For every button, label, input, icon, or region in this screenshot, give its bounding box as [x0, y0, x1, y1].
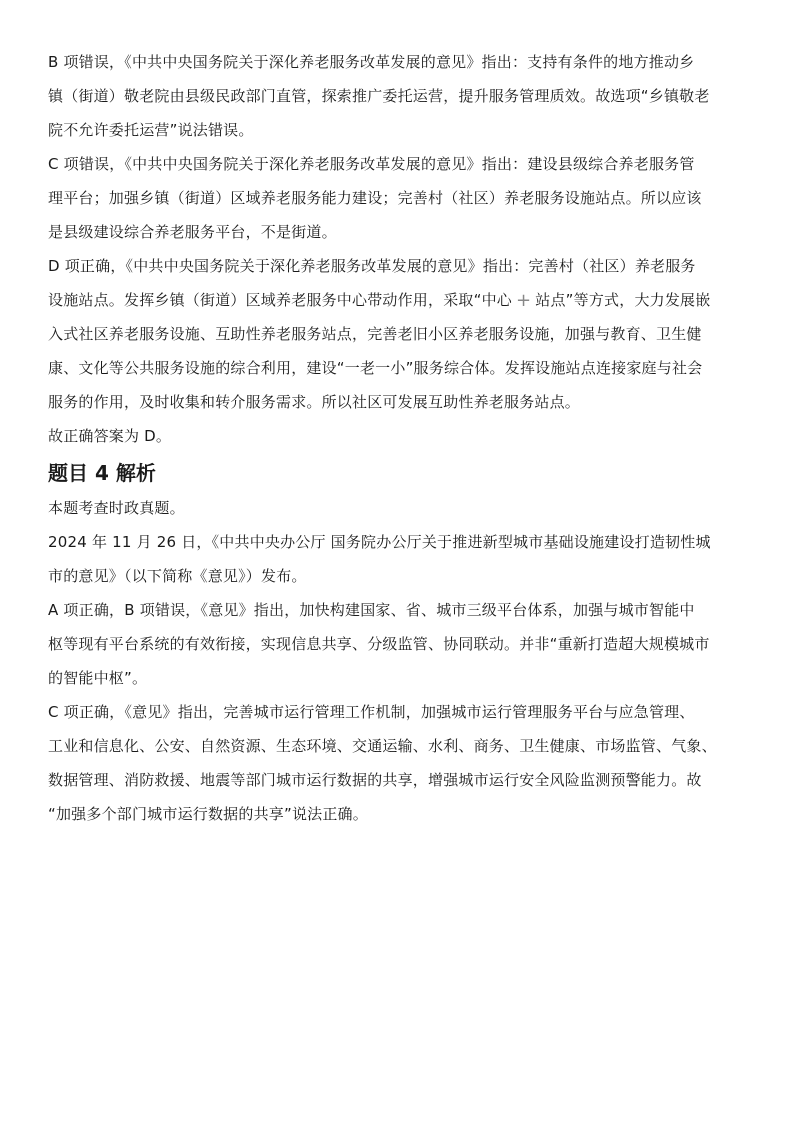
option-c4-line-4: “加强多个部门城市运行数据的共享”说法正确。 [48, 805, 368, 823]
option-c4-line-3: 数据管理、消防救援、地震等部门城市运行数据的共享，增强城市运行安全风险监测预警能力。故 [48, 771, 702, 789]
option-d-line-2-part-a: 设施站点。发挥乡镇（街道）区域养老服务中心带动作用，采取“中心 [48, 291, 512, 309]
option-d-line-5: 服务的作用，及时收集和转介服务需求。所以社区可发展互助性养老服务站点。 [48, 393, 581, 411]
intro-line: 本题考查时政真题。 [48, 499, 185, 517]
option-b-line-2: 镇（街道）敬老院由县级民政部门直管，探索推广委托运营，提升服务管理质效。故选项“乡镇敬老 [48, 87, 710, 105]
option-c-line-2: 理平台；加强乡镇（街道）区域养老服务能力建设；完善村（社区）养老服务设施站点。所以应该 [48, 189, 702, 207]
option-d-line-3: 入式社区养老服务设施、互助性养老服务站点，完善老旧小区养老服务设施，加强与教育、卫生健 [48, 325, 702, 343]
option-c4-line-1: C 项正确，《意见》指出，完善城市运行管理工作机制，加强城市运行管理服务平台与应急管理、 [48, 703, 695, 721]
option-d-line-2 [48, 290, 760, 310]
option-c4-line-2: 工业和信息化、公安、自然资源、生态环境、交通运输、水利、商务、卫生健康、市场监管、气象、 [48, 737, 717, 755]
section-heading: 题目 4 解析 [48, 461, 156, 485]
option-c-line-3: 是县级建设综合养老服务平台，不是街道。 [48, 223, 337, 241]
option-b-line-1: B 项错误，《中共中央国务院关于深化养老服务改革发展的意见》指出：支持有条件的地方推动乡 [48, 53, 695, 71]
option-b-line-3: 院不允许委托运营”说法错误。 [48, 121, 254, 139]
option-ab-line-2: 枢等现有平台系统的有效衔接，实现信息共享、分级监管、协同联动。并非“重新打造超大规模城市 [48, 635, 710, 653]
option-ab-line-1: A 项正确，B 项错误，《意见》指出，加快构建国家、省、城市三级平台体系，加强与城市智能中 [48, 601, 695, 619]
option-d-line-1: D 项正确，《中共中央国务院关于深化养老服务改革发展的意见》指出：完善村（社区）养老服务 [48, 257, 696, 275]
answer-line: 故正确答案为 D。 [48, 427, 172, 445]
option-c-line-1: C 项错误，《中共中央国务院关于深化养老服务改革发展的意见》指出：建设县级综合养老服务管 [48, 155, 695, 173]
option-d-line-4: 康、文化等公共服务设施的综合利用，建设“一老一小”服务综合体。发挥设施站点连接家庭与社会 [48, 359, 703, 377]
option-ab-line-3: 的智能中枢”。 [48, 669, 148, 687]
option-d-line-2-part-b: 站点”等方式，大力发展嵌 [535, 291, 711, 309]
p1-line-1: 2024 年 11 月 26 日，《中共中央办公厅 国务院办公厅关于推进新型城市基础设施建设打造韧性城 [48, 533, 711, 551]
document-page [48, 52, 760, 824]
plus-icon: + [515, 290, 532, 311]
p1-line-2: 市的意见》（以下简称《意见》）发布。 [48, 567, 307, 585]
